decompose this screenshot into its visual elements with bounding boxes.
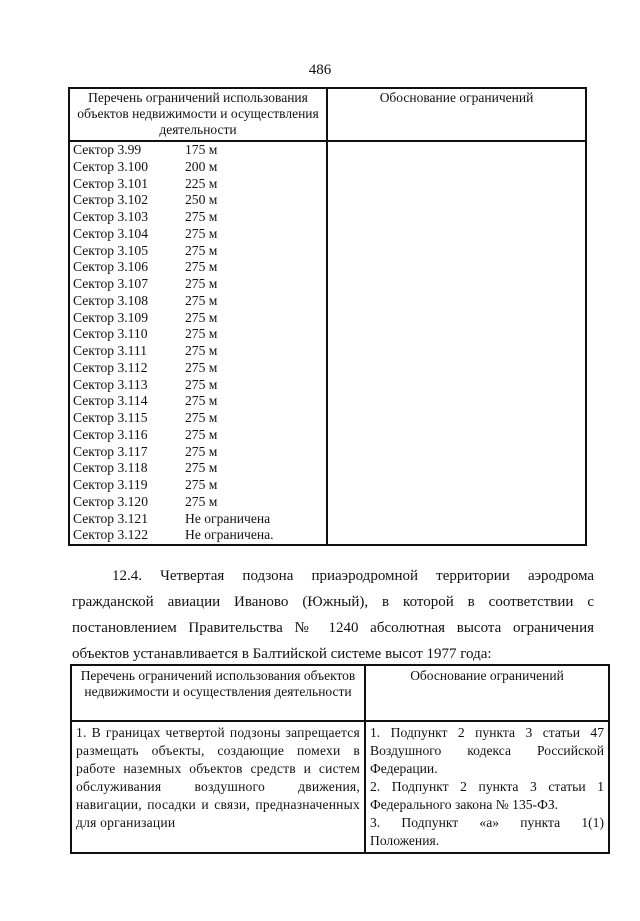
- sector-height-value: 275 м: [185, 326, 218, 342]
- sector-name: Сектор 3.102: [73, 192, 149, 208]
- sector-name: Сектор 3.120: [73, 493, 149, 509]
- column-header-restrictions: Перечень ограничений использования объектов недвижимости и осуществления деятельности: [69, 88, 327, 141]
- sector-row: [70, 343, 326, 360]
- sector-name: Сектор 3.116: [73, 426, 148, 442]
- section-paragraph: [72, 563, 594, 667]
- table-body-row: [69, 141, 586, 545]
- sector-name: Сектор 3.115: [73, 410, 148, 425]
- sector-height-value: 275 м: [185, 426, 218, 442]
- sector-name: Сектор 3.110: [73, 326, 148, 342]
- restriction-text-cell: [71, 721, 365, 853]
- sector-row: [70, 142, 326, 159]
- sector-row: [70, 393, 326, 410]
- sector-height-value: 275 м: [185, 443, 218, 459]
- sector-row: [70, 377, 326, 394]
- sector-row: [70, 192, 326, 209]
- sector-list-cell: [69, 141, 327, 545]
- sector-height-value: 200 м: [185, 158, 218, 174]
- table-header-row: [71, 665, 609, 721]
- sector-name: Сектор 3.114: [73, 393, 148, 409]
- sector-row: [70, 310, 326, 327]
- column-header-justification: Обоснование ограничений: [327, 88, 586, 141]
- fourth-subzone-table: [70, 664, 610, 854]
- sector-height-value: 275 м: [185, 393, 218, 409]
- column-header-restrictions: Перечень ограничений использования объектов недвижимости и осуществления деятельности: [71, 665, 365, 721]
- sector-height-value: 275 м: [185, 493, 218, 509]
- sector-name: Сектор 3.101: [73, 175, 149, 191]
- justification-item: 2. Подпункт 2 пункта 3 статьи 1 Федерального закона № 135-ФЗ.: [370, 779, 604, 812]
- sector-name: Сектор 3.100: [73, 158, 149, 174]
- sector-row: [70, 293, 326, 310]
- sector-row: [70, 243, 326, 260]
- sector-name: Сектор 3.107: [73, 276, 149, 291]
- sector-row: [70, 460, 326, 477]
- sector-name: Сектор 3.99: [73, 142, 142, 157]
- sector-name: Сектор 3.122: [73, 527, 149, 543]
- sector-height-value: 250 м: [185, 192, 218, 208]
- sector-name: Сектор 3.119: [73, 477, 148, 492]
- sector-height-value: 275 м: [185, 477, 218, 492]
- sector-height-value: 175 м: [185, 142, 218, 157]
- paragraph-text: 12.4. Четвертая подзона приаэродромной территории аэродрома гражданской авиации Иваново (Южный), в которой в соответствии с постановлением Правительства № 1240 абсолютная высота ограничения объектов устанавливается в Балтийской системе высот 1977 года:: [72, 568, 594, 662]
- sector-row: [70, 159, 326, 176]
- sector-height-value: 275 м: [185, 276, 218, 291]
- sector-height-value: 275 м: [185, 209, 218, 224]
- sector-height-value: 275 м: [185, 410, 218, 425]
- sector-name: Сектор 3.105: [73, 242, 149, 258]
- sector-name: Сектор 3.113: [73, 376, 148, 392]
- sector-row: [70, 511, 326, 528]
- sector-name: Сектор 3.111: [73, 343, 148, 358]
- justification-item: 3. Подпункт «а» пункта 1(1) Положения.: [370, 815, 604, 848]
- justification-item: 1. Подпункт 2 пункта 3 статьи 47 Воздушного кодекса Российской Федерации.: [370, 725, 604, 776]
- sector-name: Сектор 3.121: [73, 510, 149, 526]
- sector-name: Сектор 3.117: [73, 443, 148, 459]
- sector-height-value: 275 м: [185, 309, 218, 325]
- sector-row: [70, 360, 326, 377]
- sector-height-value: Не ограничена.: [185, 527, 274, 543]
- sector-name: Сектор 3.118: [73, 460, 148, 476]
- sector-height-value: 275 м: [185, 460, 218, 476]
- justification-list-cell: [365, 721, 609, 853]
- sector-height-value: 275 м: [185, 359, 218, 375]
- sector-row: [70, 477, 326, 494]
- sector-row: [70, 427, 326, 444]
- sector-row: [70, 494, 326, 511]
- page-number: 486: [308, 62, 332, 78]
- sector-name: Сектор 3.112: [73, 359, 148, 375]
- sector-name: Сектор 3.104: [73, 225, 149, 241]
- sector-row: [70, 444, 326, 461]
- table-row: [71, 721, 609, 853]
- restriction-text: 1. В границах четвертой подзоны запрещается размещать объекты, создающие помехи в работе наземных объектов средств и систем обслуживания воздушного движения, навигации, посадки и связи, предназначенных для организации: [76, 725, 360, 830]
- sector-height-value: 275 м: [185, 259, 218, 275]
- sector-row: [70, 209, 326, 226]
- sector-height-value: 275 м: [185, 225, 218, 241]
- sector-row: [70, 259, 326, 276]
- sector-row: [70, 176, 326, 193]
- sector-height-value: 275 м: [185, 242, 218, 258]
- justification-cell: [327, 141, 586, 545]
- sector-name: Сектор 3.108: [73, 292, 149, 308]
- sector-height-value: 275 м: [185, 292, 218, 308]
- sector-height-value: 275 м: [185, 376, 218, 392]
- sector-name: Сектор 3.103: [73, 209, 149, 224]
- sector-height-value: Не ограничена: [185, 510, 271, 526]
- sector-height-value: 225 м: [185, 175, 218, 191]
- sector-row: [70, 527, 326, 544]
- sector-row: [70, 410, 326, 427]
- sector-row: [70, 276, 326, 293]
- sector-restrictions-table: [68, 87, 587, 546]
- table-header-row: [69, 88, 586, 141]
- sector-height-value: 275 м: [185, 343, 218, 358]
- sector-row: [70, 326, 326, 343]
- sector-row: [70, 226, 326, 243]
- column-header-justification: Обоснование ограничений: [365, 665, 609, 721]
- sector-name: Сектор 3.109: [73, 309, 149, 325]
- sector-name: Сектор 3.106: [73, 259, 149, 275]
